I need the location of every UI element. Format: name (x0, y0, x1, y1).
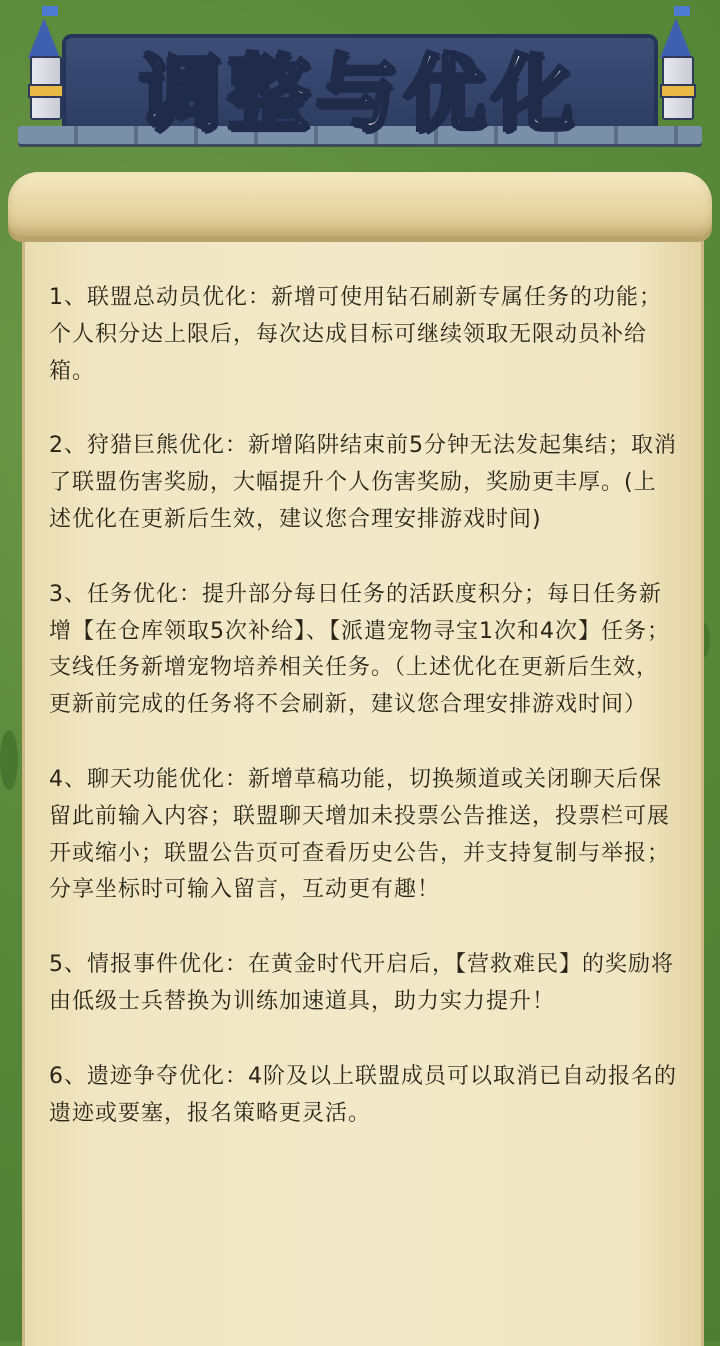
note-item-4: 4、聊天功能优化：新增草稿功能，切换频道或关闭聊天后保留此前输入内容；联盟聊天增加未投票公告推送，投票栏可展开或缩小；联盟公告页可查看历史公告，并支持复制与举报；分享坐标时可输入留言，互动更有趣！ (49, 766, 671, 903)
note-item-1: 1、联盟总动员优化：新增可使用钻石刷新专属任务的功能；个人积分达上限后，每次达成目标可继续领取无限动员补给箱。 (49, 285, 662, 384)
parchment-scroll-roll (8, 172, 712, 236)
bush-decoration (0, 730, 18, 790)
title-banner (18, 26, 702, 146)
note-item-6: 6、遗迹争夺优化：4阶及以上联盟成员可以取消已自动报名的遗迹或要塞，报名策略更灵活。 (49, 1063, 677, 1126)
note-item-2: 2、狩猎巨熊优化：新增陷阱结束前5分钟无法发起集结；取消了联盟伤害奖励，大幅提升个人伤害奖励，奖励更丰厚。(上述优化在更新后生效，建议您合理安排游戏时间) (49, 433, 677, 532)
note-item-3: 3、任务优化：提升部分每日任务的活跃度积分；每日任务新增【在仓库领取5次补给】、【派遣宠物寻宝1次和4次】任务；支线任务新增宠物培养相关任务。（上述优化在更新后生效，更新前完成的任务将不会刷新，建议您合理安排游戏时间） (49, 581, 670, 718)
note-item-5: 5、情报事件优化：在黄金时代开启后，【营救难民】的奖励将由低级士兵替换为训练加速道具，助力实力提升！ (49, 952, 674, 1014)
page-title: 调整与优化 (139, 46, 580, 141)
update-notes (49, 280, 679, 1170)
